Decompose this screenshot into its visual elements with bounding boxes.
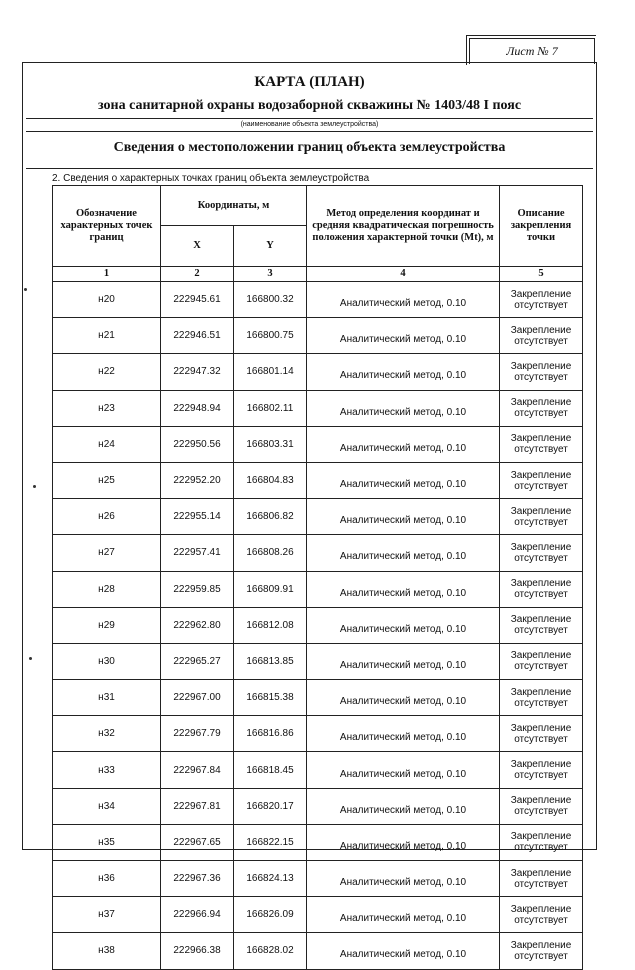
y-coordinate-cell: 166801.14 <box>234 354 307 390</box>
description-cell: Закрепление отсутствует <box>500 535 583 571</box>
description-cell: Закрепление отсутствует <box>500 643 583 679</box>
description-cell: Закрепление отсутствует <box>500 499 583 535</box>
point-cell: н34 <box>53 788 161 824</box>
x-coordinate-cell: 222952.20 <box>161 462 234 498</box>
method-cell: Аналитический метод, 0.10 <box>307 390 500 426</box>
table-row <box>53 607 583 643</box>
scan-speck <box>29 657 32 660</box>
x-coordinate-cell: 222967.81 <box>161 788 234 824</box>
description-cell: Закрепление отсутствует <box>500 861 583 897</box>
point-cell: н24 <box>53 426 161 462</box>
description-cell: Закрепление отсутствует <box>500 318 583 354</box>
table-row <box>53 861 583 897</box>
sheet-number-label <box>469 38 595 64</box>
description-cell: Закрепление отсутствует <box>500 390 583 426</box>
y-coordinate-cell: 166818.45 <box>234 752 307 788</box>
y-coordinate-cell: 166804.83 <box>234 462 307 498</box>
column-number: 3 <box>234 267 307 282</box>
y-coordinate-cell: 166802.11 <box>234 390 307 426</box>
description-cell: Закрепление отсутствует <box>500 571 583 607</box>
point-cell: н33 <box>53 752 161 788</box>
object-caption: (наименование объекта землеустройства) <box>240 121 379 128</box>
document-title: КАРТА (ПЛАН) <box>254 74 365 90</box>
table-row <box>53 716 583 752</box>
description-cell: Закрепление отсутствует <box>500 282 583 318</box>
method-cell: Аналитический метод, 0.10 <box>307 282 500 318</box>
method-cell: Аналитический метод, 0.10 <box>307 318 500 354</box>
description-cell: Закрепление отсутствует <box>500 752 583 788</box>
table-row <box>53 571 583 607</box>
document-subtitle: зона санитарной охраны водозаборной скважины № 1403/48 I пояс <box>97 98 522 113</box>
header-description: Описание закрепления точки <box>500 186 583 267</box>
y-coordinate-cell: 166800.32 <box>234 282 307 318</box>
column-number: 1 <box>53 267 161 282</box>
table-row <box>53 897 583 933</box>
table-row <box>53 933 583 969</box>
x-coordinate-cell: 222946.51 <box>161 318 234 354</box>
x-coordinate-cell: 222967.36 <box>161 861 234 897</box>
point-cell: н23 <box>53 390 161 426</box>
table-row <box>53 788 583 824</box>
table-row <box>53 824 583 860</box>
description-cell: Закрепление отсутствует <box>500 607 583 643</box>
divider <box>26 131 593 132</box>
method-cell: Аналитический метод, 0.10 <box>307 824 500 860</box>
table-row <box>53 282 583 318</box>
method-cell: Аналитический метод, 0.10 <box>307 897 500 933</box>
y-coordinate-cell: 166803.31 <box>234 426 307 462</box>
divider <box>26 118 593 119</box>
y-coordinate-cell: 166806.82 <box>234 499 307 535</box>
y-coordinate-cell: 166808.26 <box>234 535 307 571</box>
sub-section-title: 2. Сведения о характерных точках границ объекта землеустройства <box>52 173 370 184</box>
description-cell: Закрепление отсутствует <box>500 897 583 933</box>
y-coordinate-cell: 166813.85 <box>234 643 307 679</box>
y-coordinate-cell: 166826.09 <box>234 897 307 933</box>
section-title: Сведения о местоположении границ объекта землеустройства <box>113 140 506 155</box>
point-cell: н22 <box>53 354 161 390</box>
x-coordinate-cell: 222965.27 <box>161 643 234 679</box>
point-cell: н37 <box>53 897 161 933</box>
scan-speck <box>24 288 27 291</box>
coordinates-table <box>52 185 583 970</box>
header-point: Обозначение характерных точек границ <box>53 186 161 267</box>
method-cell: Аналитический метод, 0.10 <box>307 643 500 679</box>
point-cell: н21 <box>53 318 161 354</box>
point-cell: н28 <box>53 571 161 607</box>
x-coordinate-cell: 222967.84 <box>161 752 234 788</box>
header-coordinates: Координаты, м <box>161 186 307 226</box>
method-cell: Аналитический метод, 0.10 <box>307 861 500 897</box>
method-cell: Аналитический метод, 0.10 <box>307 354 500 390</box>
table-body <box>53 282 583 970</box>
point-cell: н25 <box>53 462 161 498</box>
point-cell: н31 <box>53 680 161 716</box>
sheet-number-text: Лист № 7 <box>506 44 558 58</box>
x-coordinate-cell: 222966.94 <box>161 897 234 933</box>
description-cell: Закрепление отсутствует <box>500 933 583 969</box>
x-coordinate-cell: 222947.32 <box>161 354 234 390</box>
description-cell: Закрепление отсутствует <box>500 462 583 498</box>
x-coordinate-cell: 222945.61 <box>161 282 234 318</box>
description-cell: Закрепление отсутствует <box>500 824 583 860</box>
y-coordinate-cell: 166822.15 <box>234 824 307 860</box>
point-cell: н35 <box>53 824 161 860</box>
y-coordinate-cell: 166828.02 <box>234 933 307 969</box>
point-cell: н38 <box>53 933 161 969</box>
point-cell: н36 <box>53 861 161 897</box>
x-coordinate-cell: 222967.79 <box>161 716 234 752</box>
description-cell: Закрепление отсутствует <box>500 788 583 824</box>
table-row <box>53 354 583 390</box>
y-coordinate-cell: 166812.08 <box>234 607 307 643</box>
x-coordinate-cell: 222955.14 <box>161 499 234 535</box>
description-cell: Закрепление отсутствует <box>500 680 583 716</box>
y-coordinate-cell: 166809.91 <box>234 571 307 607</box>
scan-speck <box>33 485 36 488</box>
y-coordinate-cell: 166816.86 <box>234 716 307 752</box>
x-coordinate-cell: 222950.56 <box>161 426 234 462</box>
table-row <box>53 426 583 462</box>
x-coordinate-cell: 222957.41 <box>161 535 234 571</box>
method-cell: Аналитический метод, 0.10 <box>307 462 500 498</box>
table-row <box>53 499 583 535</box>
point-cell: н20 <box>53 282 161 318</box>
y-coordinate-cell: 166820.17 <box>234 788 307 824</box>
table-row <box>53 462 583 498</box>
header-x: X <box>161 226 234 267</box>
point-cell: н27 <box>53 535 161 571</box>
point-cell: н30 <box>53 643 161 679</box>
y-coordinate-cell: 166800.75 <box>234 318 307 354</box>
y-coordinate-cell: 166824.13 <box>234 861 307 897</box>
point-cell: н29 <box>53 607 161 643</box>
divider <box>26 168 593 169</box>
y-coordinate-cell: 166815.38 <box>234 680 307 716</box>
x-coordinate-cell: 222967.00 <box>161 680 234 716</box>
header-method: Метод определения координат и средняя квадратическая погрешность положения характерной точки (Mt), м <box>307 186 500 267</box>
table-row <box>53 318 583 354</box>
table-row <box>53 752 583 788</box>
method-cell: Аналитический метод, 0.10 <box>307 680 500 716</box>
method-cell: Аналитический метод, 0.10 <box>307 571 500 607</box>
column-number: 5 <box>500 267 583 282</box>
point-cell: н26 <box>53 499 161 535</box>
x-coordinate-cell: 222967.65 <box>161 824 234 860</box>
table-row <box>53 643 583 679</box>
method-cell: Аналитический метод, 0.10 <box>307 426 500 462</box>
table-row <box>53 535 583 571</box>
table-row <box>53 390 583 426</box>
point-cell: н32 <box>53 716 161 752</box>
header-y: Y <box>234 226 307 267</box>
description-cell: Закрепление отсутствует <box>500 426 583 462</box>
description-cell: Закрепление отсутствует <box>500 354 583 390</box>
table-row <box>53 680 583 716</box>
x-coordinate-cell: 222962.80 <box>161 607 234 643</box>
method-cell: Аналитический метод, 0.10 <box>307 752 500 788</box>
method-cell: Аналитический метод, 0.10 <box>307 716 500 752</box>
description-cell: Закрепление отсутствует <box>500 716 583 752</box>
column-number: 2 <box>161 267 234 282</box>
method-cell: Аналитический метод, 0.10 <box>307 788 500 824</box>
method-cell: Аналитический метод, 0.10 <box>307 607 500 643</box>
method-cell: Аналитический метод, 0.10 <box>307 535 500 571</box>
column-number: 4 <box>307 267 500 282</box>
method-cell: Аналитический метод, 0.10 <box>307 499 500 535</box>
x-coordinate-cell: 222948.94 <box>161 390 234 426</box>
method-cell: Аналитический метод, 0.10 <box>307 933 500 969</box>
x-coordinate-cell: 222966.38 <box>161 933 234 969</box>
x-coordinate-cell: 222959.85 <box>161 571 234 607</box>
